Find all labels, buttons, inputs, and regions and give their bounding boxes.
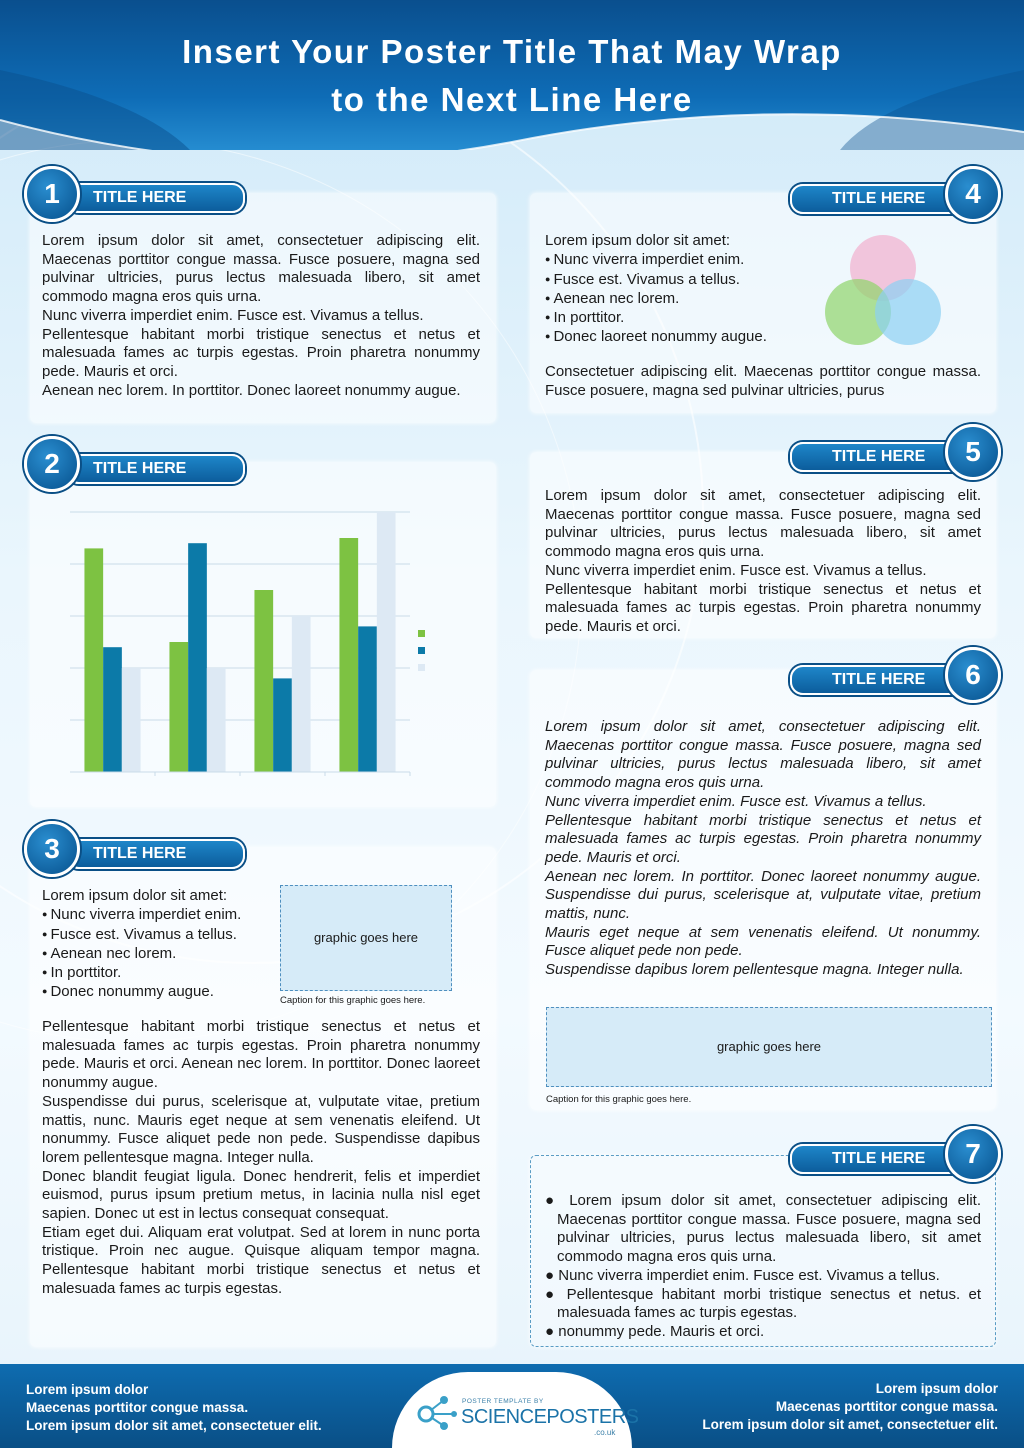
section-7-number: 7 bbox=[945, 1126, 1001, 1182]
chart-bar bbox=[122, 668, 141, 772]
legend-swatch bbox=[418, 647, 425, 654]
footer-line: Lorem ipsum dolor sit amet, consectetuer elit. bbox=[702, 1417, 998, 1432]
paragraph: Donec blandit feugiat ligula. Donec hendrerit, felis et imperdiet euismod, purus ipsum pretium metus, in lacinia nulla nisl eget sapien. Donec ut est in lectus consequat consequat. bbox=[42, 1167, 480, 1223]
paragraph: Nunc viverra imperdiet enim. Fusce est. Vivamus a tellus. bbox=[42, 306, 424, 324]
paragraph: Aenean nec lorem. In porttitor. Donec laoreet nonummy augue. bbox=[42, 381, 461, 399]
section-5-title: TITLE HERE bbox=[790, 442, 994, 472]
paragraph: Pellentesque habitant morbi tristique senectus et netus et malesuada fames ac turpis egestas. Proin pharetra nonummy pede. Mauris et orci. bbox=[42, 325, 480, 380]
section-4-list bbox=[545, 231, 767, 347]
list-item: ● Donec laoreet nonummy augue. bbox=[545, 327, 767, 346]
paragraph: Nunc viverra imperdiet enim. Fusce est. Vivamus a tellus. bbox=[545, 561, 927, 579]
chart-bar bbox=[273, 678, 292, 772]
graphic-caption: Caption for this graphic goes here. bbox=[280, 995, 426, 1006]
paragraph: Suspendisse dapibus lorem pellentesque magna. Integer nulla. bbox=[545, 961, 964, 979]
chart-bar bbox=[169, 642, 188, 772]
section-3-number: 3 bbox=[24, 821, 80, 877]
venn-diagram bbox=[820, 232, 946, 350]
list-item-text: Nunc viverra imperdiet enim. Fusce est. Vivamus a tellus. bbox=[558, 1266, 940, 1284]
list-item: ● Fusce est. Vivamus a tellus. bbox=[42, 925, 241, 944]
graphic-placeholder: graphic goes here bbox=[280, 885, 452, 991]
chart-bar bbox=[103, 647, 122, 772]
section-4-title: TITLE HERE bbox=[790, 184, 994, 214]
poster-title-line2: to the Next Line Here bbox=[331, 81, 693, 118]
chart-bar bbox=[339, 538, 358, 772]
section-7-title: TITLE HERE bbox=[790, 1144, 994, 1174]
graphic-caption: Caption for this graphic goes here. bbox=[546, 1094, 692, 1105]
chart-bar bbox=[377, 512, 396, 772]
footer-line: Lorem ipsum dolor bbox=[875, 1381, 998, 1396]
footer-line: Maecenas porttitor congue massa. bbox=[775, 1399, 998, 1414]
list-intro: Lorem ipsum dolor sit amet: bbox=[42, 887, 228, 904]
poster-title bbox=[80, 28, 944, 124]
logo-domain: .co.uk bbox=[594, 1428, 616, 1437]
list-item-text: Lorem ipsum dolor sit amet, consectetuer adipiscing elit. Maecenas porttitor congue massa. Fusce posuere, magna sed pulvinar ultricies, purus lectus malesuada libero, sit amet commodo magna eros quis urna. bbox=[557, 1192, 981, 1266]
section-3-list bbox=[42, 886, 241, 1002]
section-4-number: 4 bbox=[945, 166, 1001, 222]
list-item-text: Pellentesque habitant morbi tristique senectus et netus. et malesuada fames ac turpis egestas. bbox=[557, 1285, 982, 1322]
list-item: ● Aenean nec lorem. bbox=[42, 944, 241, 963]
list-item: ● In porttitor. bbox=[42, 963, 241, 982]
molecule-icon bbox=[414, 1390, 460, 1436]
list-item: ● Nunc viverra imperdiet enim. Fusce est. Vivamus a tellus. bbox=[545, 1266, 940, 1284]
footer-left bbox=[26, 1381, 322, 1435]
footer-right bbox=[702, 1380, 998, 1434]
list-item: ● Lorem ipsum dolor sit amet, consectetuer adipiscing elit. Maecenas porttitor congue massa. Fusce posuere, magna sed pulvinar ultricies, purus lectus malesuada libero, sit amet commodo magna eros quis urna. bbox=[545, 1192, 981, 1266]
list-item: ● nonummy pede. Mauris et orci. bbox=[545, 1322, 765, 1340]
legend-swatch bbox=[418, 630, 425, 637]
list-item: ● Fusce est. Vivamus a tellus. bbox=[545, 270, 767, 289]
paragraph: Lorem ipsum dolor sit amet, consectetuer adipiscing elit. Maecenas porttitor congue massa. Fusce posuere, magna sed pulvinar ultricies, purus lectus malesuada libero, sit amet commodo magna eros quis urna. bbox=[42, 232, 480, 306]
paragraph: Suspendisse dui purus, scelerisque at, vulputate vitae, pretium mattis, nunc. Mauris eget neque at sem venenatis eleifend. Ut nonummy. Fusce aliquet pede non pede. Suspendisse dapibus lorem pellentesque magna. Integer nulla. bbox=[42, 1092, 480, 1166]
section-1-body bbox=[42, 232, 480, 400]
paragraph: Lorem ipsum dolor sit amet, consectetuer adipiscing elit. Maecenas porttitor congue massa. Fusce posuere, magna sed pulvinar ultricies, purus lectus malesuada libero, sit amet commodo magna eros quis urna. bbox=[545, 718, 981, 792]
paragraph: Etiam eget dui. Aliquam erat volutpat. Sed at lorem in nunc porta tristique. Proin nec augue. Quisque aliquam tempor magna. Pellentesque habitant morbi tristique senectus et netus et malesuada fames ac turpis egestas. bbox=[42, 1223, 480, 1297]
logo-wordmark: SCIENCEPOSTERS bbox=[461, 1406, 639, 1428]
section-2-title: TITLE HERE bbox=[66, 454, 245, 484]
footer-line: Lorem ipsum dolor bbox=[26, 1382, 149, 1397]
section-2-number: 2 bbox=[24, 436, 80, 492]
legend-swatch bbox=[418, 664, 425, 671]
section-6-title: TITLE HERE bbox=[790, 665, 994, 695]
section-7-list bbox=[545, 1192, 981, 1342]
list-intro: Lorem ipsum dolor sit amet: bbox=[545, 232, 731, 249]
section-1-title: TITLE HERE bbox=[66, 183, 245, 213]
section-6-number: 6 bbox=[945, 647, 1001, 703]
paragraph: Nunc viverra imperdiet enim. Fusce est. Vivamus a tellus. bbox=[545, 792, 927, 810]
venn-circle-blue bbox=[875, 279, 941, 345]
logo-tagline: POSTER TEMPLATE BY bbox=[462, 1398, 544, 1405]
list-item: ● Pellentesque habitant morbi tristique senectus et netus. et malesuada fames ac turpis egestas. bbox=[545, 1285, 982, 1322]
poster-header bbox=[0, 0, 1024, 150]
paragraph: Lorem ipsum dolor sit amet, consectetuer adipiscing elit. Maecenas porttitor congue massa. Fusce posuere, magna sed pulvinar ultricies, purus lectus malesuada libero, sit amet commodo magna eros quis urna. bbox=[545, 487, 981, 561]
footer-line: Lorem ipsum dolor sit amet, consectetuer elit. bbox=[26, 1418, 322, 1433]
list-item: ● Nunc viverra imperdiet enim. bbox=[42, 905, 241, 924]
list-item: ● Donec nonummy augue. bbox=[42, 982, 241, 1001]
chart-bar bbox=[358, 626, 377, 772]
section-1-number: 1 bbox=[24, 166, 80, 222]
list-item-text: nonummy pede. Mauris et orci. bbox=[558, 1322, 765, 1340]
chart-bar bbox=[188, 543, 207, 772]
paragraph: Pellentesque habitant morbi tristique senectus et netus et malesuada fames ac turpis egestas. Proin pharetra nonummy pede. Mauris et orci. Aenean nec lorem. In porttitor. Donec laoreet nonummy augue. bbox=[42, 1018, 480, 1092]
paragraph: Aenean nec lorem. In porttitor. Donec laoreet nonummy augue. Suspendisse dui purus, scelerisque at, vulputate vitae, pretium mattis, nunc. bbox=[545, 867, 981, 923]
graphic-placeholder: graphic goes here bbox=[546, 1007, 992, 1087]
chart-bar bbox=[292, 616, 311, 772]
bar-chart bbox=[60, 500, 460, 790]
chart-bar bbox=[84, 548, 103, 772]
chart-bar bbox=[207, 668, 226, 772]
chart-bar bbox=[254, 590, 273, 772]
list-item: ● Nunc viverra imperdiet enim. bbox=[545, 250, 767, 269]
footer-line: Maecenas porttitor congue massa. bbox=[26, 1400, 249, 1415]
section-4-body: Consectetuer adipiscing elit. Maecenas porttitor congue massa. Fusce posuere, magna sed pulvinar ultricies, purus bbox=[545, 363, 981, 399]
list-item: ● Aenean nec lorem. bbox=[545, 289, 767, 308]
paragraph: Mauris eget neque at sem venenatis eleifend. Ut nonummy. Fusce aliquet pede non pede. bbox=[545, 923, 981, 960]
paragraph: Pellentesque habitant morbi tristique senectus et netus et malesuada fames ac turpis egestas. Proin pharetra nonummy pede. Mauris et orci. bbox=[545, 811, 981, 866]
poster-title-line1: Insert Your Poster Title That May Wrap bbox=[182, 33, 842, 70]
paragraph: Pellentesque habitant morbi tristique senectus et netus et malesuada fames ac turpis egestas. Proin pharetra nonummy pede. Mauris et orci. bbox=[545, 580, 981, 635]
section-3-title: TITLE HERE bbox=[66, 839, 245, 869]
section-3-body bbox=[42, 1018, 480, 1299]
section-5-body bbox=[545, 487, 981, 637]
section-6-body bbox=[545, 718, 981, 980]
list-item: ● In porttitor. bbox=[545, 308, 767, 327]
section-5-number: 5 bbox=[945, 424, 1001, 480]
